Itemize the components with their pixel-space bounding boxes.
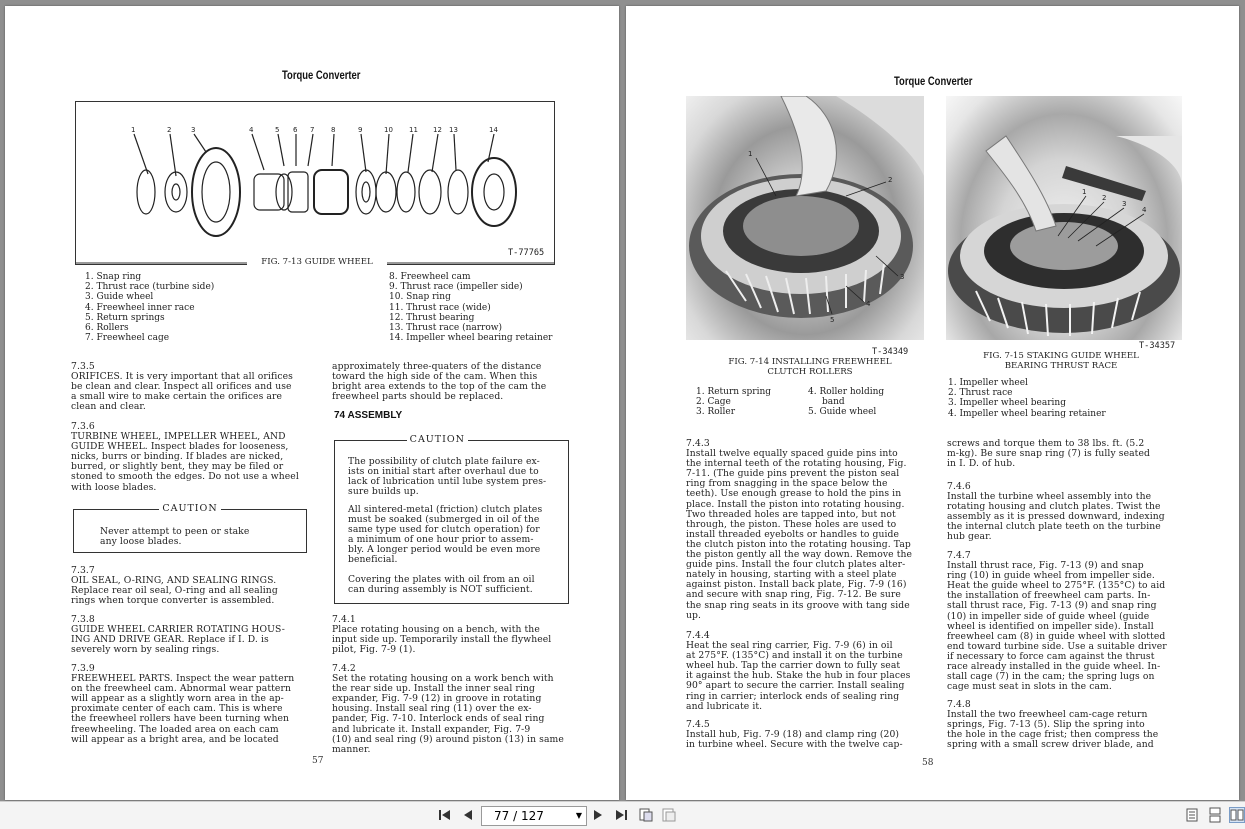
legend-item: 4. Freewheel inner race [85, 302, 195, 313]
callout-8: 8 [331, 126, 336, 134]
section-7-4-5: 7.4.5 Install hub, Fig. 7-9 (18) and clamp ring (20) in turbine wheel. Secure with the twelve cap- [686, 719, 903, 751]
section-7-3-6: 7.3.6 TURBINE WHEEL, IMPELLER WHEEL, AND GUIDE WHEEL. Inspect blades for looseness, nicks, burrs or binding. If blades are nicked, burred, or slightly bent, they may be filed or stoned to smooth the edges. Do not use a wheel with loose blades. [71, 421, 299, 493]
section-7-3-7: 7.3.7 OIL SEAL, O-RING, AND SEALING RINGS. Replace rear oil seal, O-ring and all sealing rings when torque converter is assembled. [71, 565, 278, 607]
callout-14: 14 [489, 126, 498, 134]
first-page-icon[interactable] [437, 807, 453, 823]
callout-10: 10 [384, 126, 393, 134]
caution-title: CAUTION [407, 434, 468, 445]
two-page-icon[interactable] [661, 807, 677, 823]
single-page-icon[interactable] [638, 807, 654, 823]
fig714-callout-4: 4 [866, 300, 871, 308]
caution-box-clutch [334, 434, 569, 604]
section-cont: approximately three-quaters of the distance toward the high side of the cam. When this bright area extends to the top of the cam the freewheel parts should be replaced. [332, 361, 547, 403]
fig715-photo [946, 96, 1182, 340]
section-7-4-1: 7.4.1 Place rotating housing on a bench, with the input side up. Temporarily install the flywheel pilot, Fig. 7-9 (1). [332, 614, 552, 656]
page-indicator: 77 / 127 [494, 809, 544, 823]
section-7-4-6: 7.4.6 Install the turbine wheel assembly into the rotating housing and clutch plates. Twist the assembly as it is pressed downward, indexing the internal clutch plate teeth on the turbine hub gear. [947, 481, 1165, 543]
callout-11: 11 [409, 126, 418, 134]
legend-right [389, 272, 552, 343]
fig714-number: T-34349 [872, 347, 909, 357]
page-header: Torque Converter [894, 76, 973, 88]
callout-2: 2 [167, 126, 172, 134]
view-continuous-icon[interactable] [1207, 807, 1223, 823]
dropdown-icon[interactable]: ▼ [575, 811, 582, 820]
figure-number: T-77765 [508, 248, 545, 258]
legend-item: 2. Thrust race (turbine side) [85, 282, 215, 293]
figure-guide-wheel [75, 101, 555, 265]
section-7-4-3: 7.4.3 Install twelve equally spaced guide pins into the internal teeth of the rotating housing, Fig. 7-11. (The guide pins prevent the piston seal ring from snagging in the space below the teeth). Use enough grease to hold the pins in place. Install the piston into rotating housing. Two threaded holes are tapped into, but not through, the piston. These holes are used to install threaded eyebolts or handles to guide the clutch piston into the rotating housing. Tap the piston gently all the way down. Remove the guide pins. Install the four clutch plates alter- nately in housing, starting with a steel plate against piston. Install back plate, Fig. 7-9 (16) and secure with snap ring, Fig. 7-12. Be sure the snap ring seats in its groove with tang side up. [686, 438, 913, 621]
section-7-3-5: 7.3.5 ORIFICES. It is very important that all orifices be clean and clear. Inspect all orifices and use a small wire to make certain the orifices are clean and clear. [71, 361, 293, 413]
fig715-legend [948, 378, 1106, 419]
fig714-callout-2: 2 [888, 176, 893, 184]
staking-guide-wheel-photo-drawing [946, 96, 1182, 340]
legend-item: 3. Roller [696, 407, 736, 418]
next-page-icon[interactable] [590, 807, 606, 823]
legend-item: 13. Thrust race (narrow) [389, 323, 502, 334]
caution-text: Never attempt to peen or stake any loose blades. [100, 526, 250, 548]
caution-p3: Covering the plates with oil from an oil can during assembly is NOT sufficient. [348, 574, 535, 596]
caution-p2: All sintered-metal (friction) clutch plates must be soaked (submerged in oil of the same type used for clutch operation) for a minimum of one hour prior to assem- bly. A longer period would be even more beneficial. [348, 504, 543, 566]
fig715-callout-4: 4 [1142, 206, 1147, 214]
section-7-3-9: 7.3.9 FREEWHEEL PARTS. Inspect the wear pattern on the freewheel cam. Abnormal wear pattern will appear as a slightly worn area in the ap- proximate center of each cam. This is where the freewheel rollers have been turning when freewheeling. The loaded area on each cam will appear as a bright area, and be located [71, 663, 295, 745]
legend-item: 8. Freewheel cam [389, 272, 471, 282]
legend-item: 14. Impeller wheel bearing retainer [389, 333, 553, 344]
caution-box-blades [73, 503, 307, 553]
legend-item: band [822, 397, 845, 408]
legend-item: 4. Roller holding [808, 387, 885, 397]
legend-item: 1. Impeller wheel [948, 378, 1028, 388]
legend-item: 5. Guide wheel [808, 407, 877, 418]
legend-item: 4. Impeller wheel bearing retainer [948, 408, 1106, 419]
assembly-heading: 74 ASSEMBLY [334, 410, 403, 421]
legend-item: 12. Thrust bearing [389, 312, 475, 323]
caution-p1: The possibility of clutch plate failure ex- ists on initial start after overhaul due to lack of lubrication until lube system pres- sure builds up. [348, 456, 547, 498]
legend-item: 1. Return spring [696, 387, 772, 397]
fig714-legend-right [808, 387, 884, 418]
fig715-callout-1: 1 [1082, 188, 1087, 196]
callout-9: 9 [358, 126, 363, 134]
last-page-icon[interactable] [613, 807, 629, 823]
section-7-4-8: 7.4.8 Install the two freewheel cam-cage return springs, Fig. 7-13 (5). Slip the spring into the hole in the cage frist; then compress the spring with a small screw driver blade, and [947, 699, 1159, 751]
fig714-legend-left [696, 387, 771, 418]
left-page [5, 6, 619, 800]
fig714-callout-1: 1 [748, 150, 753, 158]
fig715-callout-3: 3 [1122, 200, 1127, 208]
legend-item: 10. Snap ring [389, 292, 451, 303]
view-single-icon[interactable] [1184, 807, 1200, 823]
legend-item: 1. Snap ring [85, 272, 142, 282]
callout-6: 6 [293, 126, 298, 134]
right-page [626, 6, 1239, 800]
legend-item: 7. Freewheel cage [85, 333, 170, 344]
fig715-callout-2: 2 [1102, 194, 1107, 202]
legend-item: 2. Cage [696, 397, 731, 408]
fig714-caption: FIG. 7-14 INSTALLING FREEWHEEL CLUTCH ROLLERS [728, 357, 892, 377]
callout-7: 7 [310, 126, 315, 134]
legend-item: 6. Rollers [85, 323, 129, 334]
callout-1: 1 [131, 126, 136, 134]
section-7-4-4: 7.4.4 Heat the seal ring carrier, Fig. 7-9 (6) in oil at 275°F. (135°C) and install it on the turbine wheel hub. Tap the carrier down to fully seat it against the hub. Stake the hub in four places 90° apart to secure the carrier. Install sealing ring in carrier; interlock ends of sealing ring and lubricate it. [686, 630, 911, 712]
legend-item: 9. Thrust race (impeller side) [389, 282, 523, 293]
caution-title: CAUTION [159, 503, 220, 514]
page-number: 58 [922, 758, 934, 768]
fig715-caption: FIG. 7-15 STAKING GUIDE WHEEL BEARING THRUST RACE [983, 351, 1139, 371]
legend-item: 11. Thrust race (wide) [389, 302, 491, 313]
section-cont-right: screws and torque them to 38 lbs. ft. (5.2 m-kg). Be sure snap ring (7) is fully seated in I. D. of hub. [947, 438, 1150, 470]
viewer-toolbar [0, 801, 1245, 829]
callout-13: 13 [449, 126, 458, 134]
legend-item: 2. Thrust race [948, 388, 1013, 399]
callout-3: 3 [191, 126, 196, 134]
fig714-callout-3: 3 [900, 273, 905, 281]
legend-left [85, 272, 214, 343]
callout-4: 4 [249, 126, 254, 134]
legend-item: 3. Guide wheel [85, 292, 154, 303]
legend-item: 5. Return springs [85, 312, 165, 323]
legend-item: 3. Impeller wheel bearing [948, 398, 1066, 409]
clutch-rollers-photo-drawing [686, 96, 924, 340]
page-number-field[interactable] [481, 806, 587, 826]
guide-wheel-exploded-drawing [76, 102, 554, 264]
page-number: 57 [312, 756, 324, 766]
section-7-4-2: 7.4.2 Set the rotating housing on a work bench with the rear side up. Install the inner seal ring expander, Fig. 7-9 (12) in groove in rotating housing. Install seal ring (11) over the ex- pander, Fig. 7-10. Interlock ends of seal ring and lubricate it. Install expander, Fig. 7-9 (10) and seal ring (9) around piston (13) in same manner. [332, 663, 564, 755]
fig715-number: T-34357 [1139, 341, 1176, 351]
section-7-3-8: 7.3.8 GUIDE WHEEL CARRIER ROTATING HOUS- ING AND DRIVE GEAR. Replace if I. D. is severely worn by sealing rings. [71, 614, 285, 656]
prev-page-icon[interactable] [460, 807, 476, 823]
section-7-4-7: 7.4.7 Install thrust race, Fig. 7-13 (9) and snap ring (10) in guide wheel from impeller side. Heat the guide wheel to 275°F. (135°C) to aid the installation of freewheel cam parts. In- stall thrust race, Fig. 7-13 (9) and snap ring (10) in impeller side of guide wheel (guide wheel is identified on impeller side). Install freewheel cam (8) in guide wheel with slotted end toward turbine side. Use a suitable driver if necessary to force cam against the thrust race already installed in the guide wheel. In- stall cage (7) in the cam; the spring lugs on cage must seat in slots in the cam. [947, 550, 1167, 693]
figure-caption: FIG. 7-13 GUIDE WHEEL [247, 257, 387, 267]
callout-12: 12 [433, 126, 442, 134]
fig714-callout-5: 5 [830, 316, 835, 324]
view-facing-icon[interactable] [1229, 807, 1245, 823]
fig714-photo [686, 96, 924, 340]
page-header: Torque Converter [282, 70, 361, 82]
callout-5: 5 [275, 126, 280, 134]
